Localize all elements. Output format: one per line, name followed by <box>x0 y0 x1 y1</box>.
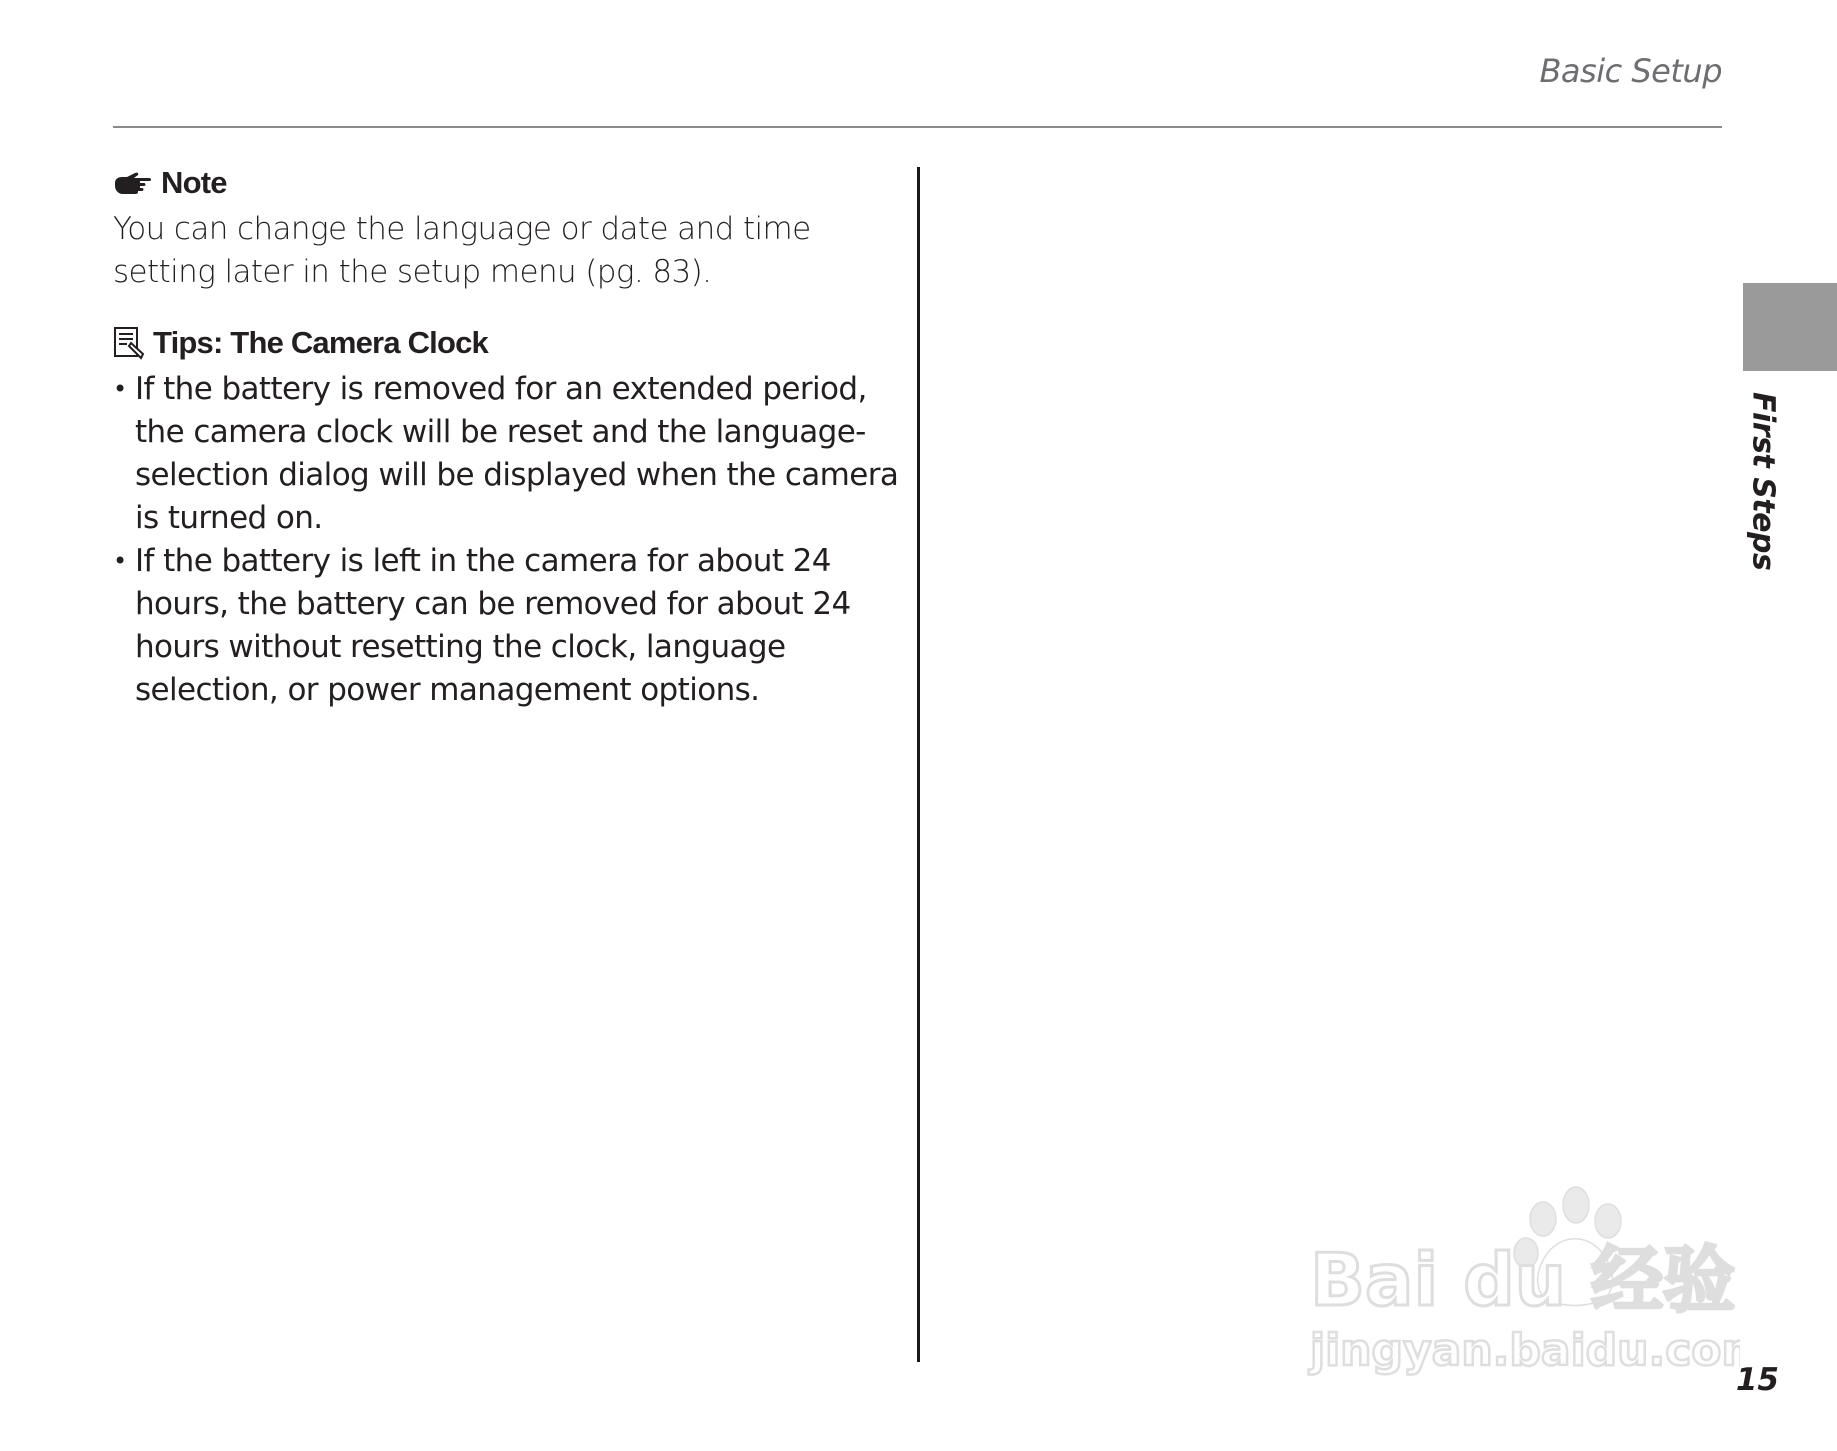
bullet: • <box>113 375 127 403</box>
note-heading <box>113 162 903 204</box>
tips-heading <box>113 322 903 364</box>
bullet: • <box>113 547 127 575</box>
section-label <box>1738 392 1788 572</box>
tips-heading-text: Tips: The Camera Clock <box>153 325 488 360</box>
note-heading-text: Note <box>161 165 227 200</box>
header-rule <box>113 126 1722 128</box>
list-item-text: If the battery is removed for an extended period, the camera clock will be reset and the language-selection dialog will be displayed when the camera is turned on. <box>135 371 899 536</box>
section-label-text: First Steps <box>1745 392 1781 571</box>
baidu-watermark <box>1300 1175 1740 1380</box>
section-tab <box>1743 283 1837 371</box>
list-item-text: If the battery is left in the camera for about 24 hours, the battery can be removed for about 24 hours without resetting the clock, language selection, or power management options. <box>135 543 851 708</box>
tips-memo-icon <box>113 326 145 360</box>
running-head: Basic Setup <box>1539 52 1722 90</box>
note-body: You can change the language or date and time setting later in the setup menu (pg. 83). <box>113 211 811 290</box>
list-item <box>113 540 903 712</box>
left-column <box>113 162 903 712</box>
page-number: 15 <box>1735 1362 1779 1398</box>
tips-list <box>113 368 903 712</box>
column-divider <box>917 167 920 1362</box>
watermark-url: jingyan.baidu.com <box>1310 1325 1740 1376</box>
watermark-logo: Bai du 经验 <box>1310 1238 1736 1322</box>
pointing-hand-icon <box>113 170 153 196</box>
list-item <box>113 368 903 540</box>
